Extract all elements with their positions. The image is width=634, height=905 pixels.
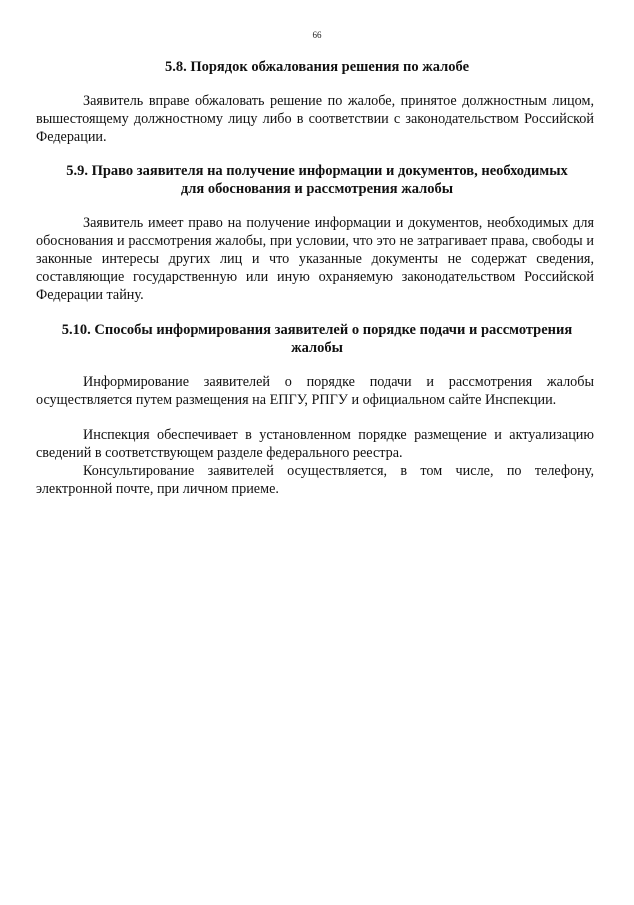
section-5-10-paragraph-3: Консультирование заявителей осуществляется, в том числе, по телефону, электронной почте, при личном приеме. <box>36 463 594 497</box>
section-5-10-heading-line-1: 5.10. Способы информирования заявителей о порядке подачи и рассмотрения <box>61 322 573 338</box>
section-5-9-heading-line-1: 5.9. Право заявителя на получение информации и документов, необходимых <box>66 163 568 179</box>
section-5-9-paragraph: Заявитель имеет право на получение информации и документов, необходимых для обоснования и рассмотрения жалобы, при условии, что это не затрагивает права, свободы и законные интересы других лиц и что указанные документы не содержат сведения, составляющие государственную или иную охраняемую законодательством Российской Федерации тайну. <box>36 215 594 303</box>
section-5-10-paragraph-2: Инспекция обеспечивает в установленном порядке размещение и актуализацию сведений в соответствующем разделе федерального реестра. <box>36 427 594 461</box>
section-5-10-paragraph-1: Информирование заявителей о порядке подачи и рассмотрения жалобы осуществляется путем размещения на ЕПГУ, РПГУ и официальном сайте Инспекции. <box>36 374 594 408</box>
section-5-10-heading-line-2: жалобы <box>291 340 343 356</box>
section-5-8-heading: 5.8. Порядок обжалования решения по жалобе <box>164 59 470 75</box>
section-5-8-paragraph: Заявитель вправе обжаловать решение по жалобе, принятое должностным лицом, вышестоящему должностному лицу либо в соответствии с законодательством Российской Федерации. <box>36 93 594 145</box>
section-5-9-heading-line-2: для обоснования и рассмотрения жалобы <box>180 181 454 197</box>
page-number: 66 <box>312 30 322 40</box>
